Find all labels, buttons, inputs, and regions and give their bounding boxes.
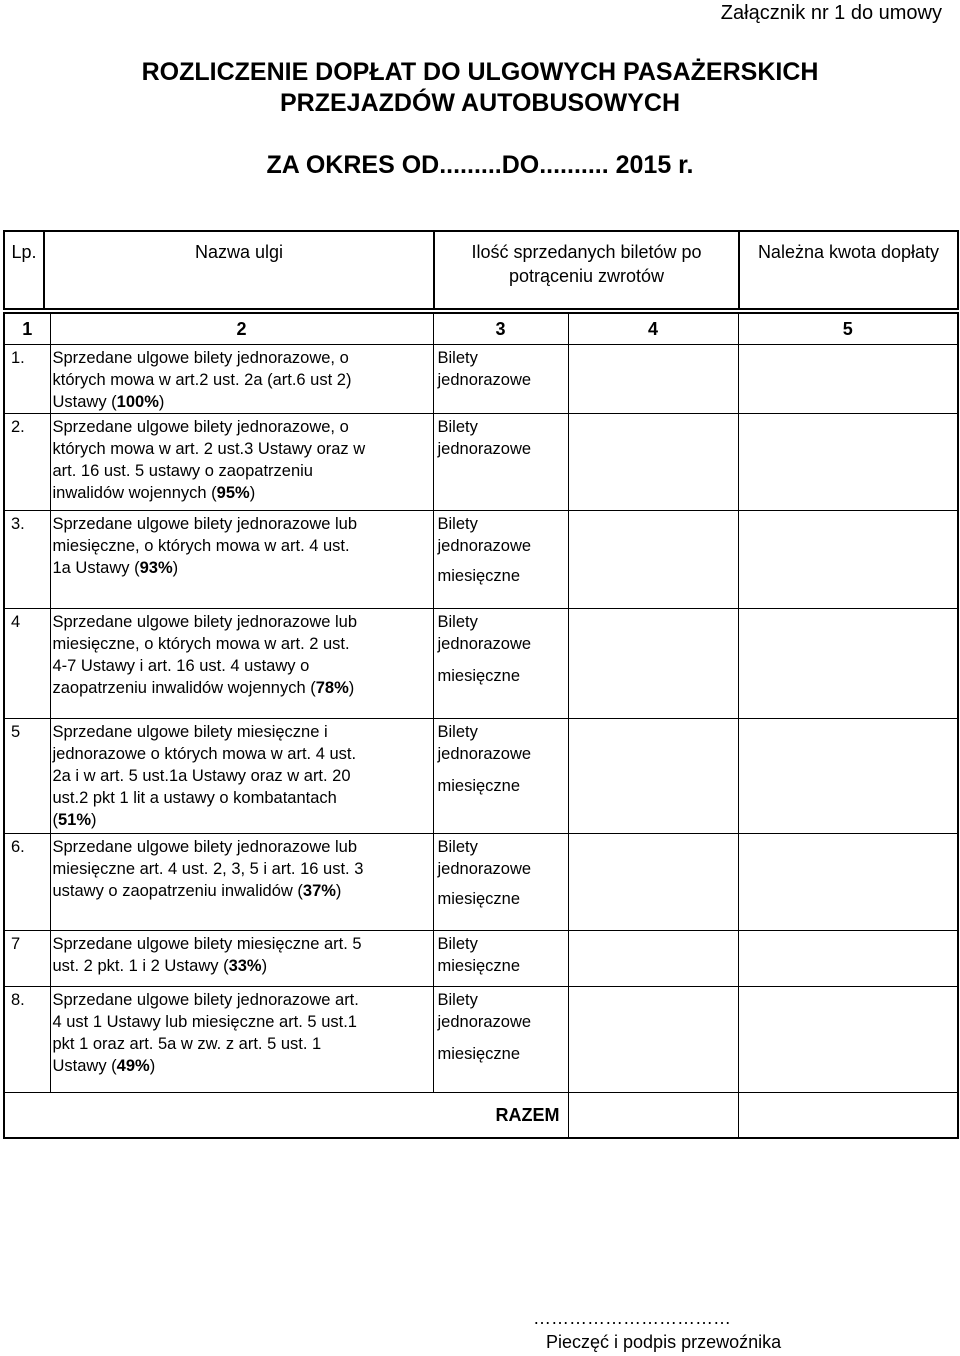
percentage: 95% (216, 484, 250, 502)
relief-name-line: (51%) (52, 811, 97, 829)
ticket-type-line: Bilety (437, 991, 478, 1009)
row-number: 6. (4, 834, 50, 931)
percentage: 37% (302, 882, 336, 900)
relief-name-line: 4 ust 1 Ustawy lub miesięczne art. 5 ust.1 (52, 1013, 357, 1031)
percentage: 78% (315, 679, 349, 697)
row-number: 1. (4, 345, 50, 414)
relief-name-line: 1a Ustawy (93%) (52, 559, 179, 577)
relief-name-line: 2a i w art. 5 ust.1a Ustawy oraz w art. 20 (52, 767, 351, 785)
relief-name-line: miesięczne art. 4 ust. 2, 3, 5 i art. 16 ust. 3 (52, 860, 364, 878)
relief-name-line: których mowa w art.2 ust. 2a (art.6 ust 2) (52, 371, 352, 389)
ticket-type-line: jednorazowe (437, 860, 532, 878)
ticket-type (433, 345, 568, 414)
ticket-count-cell[interactable] (568, 414, 738, 511)
ticket-type (433, 834, 568, 931)
row-number: 8. (4, 987, 50, 1093)
ticket-type-line: miesięczne (437, 1045, 521, 1063)
ticket-type (433, 719, 568, 834)
settlement-table (3, 312, 959, 1139)
ticket-count-cell[interactable] (568, 719, 738, 834)
ticket-type (433, 414, 568, 511)
relief-name-line: 4-7 Ustawy i art. 16 ust. 4 ustawy o (52, 657, 310, 675)
table-row (4, 345, 958, 414)
relief-name (50, 931, 433, 987)
header-name: Nazwa ulgi (44, 231, 434, 309)
relief-name-line: ustawy o zaopatrzeniu inwalidów (37%) (52, 882, 342, 900)
ticket-type-line: jednorazowe (437, 635, 532, 653)
percentage: 100% (116, 393, 159, 411)
amount-cell[interactable] (738, 511, 958, 609)
title-line-1: ROZLICZENIE DOPŁAT DO ULGOWYCH PASAŻERSKICH (141, 58, 819, 86)
ticket-type (433, 987, 568, 1093)
relief-name-line: Sprzedane ulgowe bilety jednorazowe, o (52, 349, 349, 367)
row-number: 2. (4, 414, 50, 511)
title-line-2: PRZEJAZDÓW AUTOBUSOWYCH (280, 89, 680, 117)
ticket-type-line: jednorazowe (437, 537, 532, 555)
ticket-count-cell[interactable] (568, 987, 738, 1093)
signature-dots: …………………………… (533, 1308, 731, 1328)
ticket-count-cell[interactable] (568, 834, 738, 931)
relief-name (50, 511, 433, 609)
ticket-type (433, 511, 568, 609)
relief-name-line: jednorazowe o których mowa w art. 4 ust. (52, 745, 357, 763)
ticket-type (433, 609, 568, 719)
row-number: 3. (4, 511, 50, 609)
header-amount: Należna kwota dopłaty (739, 231, 958, 309)
table-row (4, 931, 958, 987)
header-count-line-1: Ilość sprzedanych biletów po (471, 242, 702, 262)
ticket-type-line: miesięczne (437, 667, 521, 685)
relief-name-line: zaopatrzeniu inwalidów wojennych (78%) (52, 679, 355, 697)
table-body (4, 345, 958, 1093)
relief-name (50, 834, 433, 931)
relief-name-line: miesięczne, o których mowa w art. 2 ust. (52, 635, 350, 653)
relief-name-line: Sprzedane ulgowe bilety jednorazowe lub (52, 515, 358, 533)
period-line: ZA OKRES OD.........DO.......... 2015 r. (266, 151, 694, 179)
header-lp: Lp. (4, 231, 44, 309)
ticket-type-line: Bilety (437, 613, 478, 631)
relief-name-line: inwalidów wojennych (95%) (52, 484, 256, 502)
document-title (0, 57, 960, 119)
relief-name-line: Sprzedane ulgowe bilety jednorazowe, o (52, 418, 349, 436)
table-row (4, 609, 958, 719)
relief-name (50, 609, 433, 719)
relief-name-line: Ustawy (49%) (52, 1057, 156, 1075)
ticket-type-line: Bilety (437, 418, 478, 436)
ticket-type-line: Bilety (437, 935, 478, 953)
relief-name-line: Sprzedane ulgowe bilety jednorazowe lub (52, 838, 358, 856)
row-number: 7 (4, 931, 50, 987)
relief-name-line: Sprzedane ulgowe bilety jednorazowe lub (52, 613, 358, 631)
column-number: 2 (50, 313, 433, 345)
header-count (434, 231, 739, 309)
table-row (4, 834, 958, 931)
relief-name-line: miesięczne, o których mowa w art. 4 ust. (52, 537, 350, 555)
total-label: RAZEM (4, 1093, 568, 1139)
ticket-type-line: Bilety (437, 349, 478, 367)
total-count-cell[interactable] (568, 1093, 738, 1139)
table-row (4, 414, 958, 511)
amount-cell[interactable] (738, 834, 958, 931)
header-table (3, 230, 959, 310)
amount-cell[interactable] (738, 609, 958, 719)
amount-cell[interactable] (738, 987, 958, 1093)
relief-name-line: Sprzedane ulgowe bilety miesięczne art. 5 (52, 935, 362, 953)
ticket-type-line: jednorazowe (437, 745, 532, 763)
ticket-type-line: Bilety (437, 723, 478, 741)
total-row (4, 1093, 958, 1139)
total-amount-cell[interactable] (738, 1093, 958, 1139)
header-count-line-2: potrąceniu zwrotów (508, 266, 665, 286)
ticket-count-cell[interactable] (568, 931, 738, 987)
column-number: 3 (433, 313, 568, 345)
relief-name-line: art. 16 ust. 5 ustawy o zaopatrzeniu (52, 462, 313, 480)
amount-cell[interactable] (738, 414, 958, 511)
relief-name-line: Sprzedane ulgowe bilety jednorazowe art. (52, 991, 359, 1009)
relief-name-line: ust.2 pkt 1 lit a ustawy o kombatantach (52, 789, 337, 807)
table-row (4, 719, 958, 834)
ticket-count-cell[interactable] (568, 345, 738, 414)
relief-name (50, 719, 433, 834)
column-number: 5 (738, 313, 958, 345)
relief-name (50, 414, 433, 511)
relief-name-line: Ustawy (100%) (52, 393, 165, 411)
ticket-type-line: jednorazowe (437, 440, 532, 458)
relief-name-line: pkt 1 oraz art. 5a w zw. z art. 5 ust. 1 (52, 1035, 322, 1053)
relief-name (50, 987, 433, 1093)
ticket-type-line: Bilety (437, 515, 478, 533)
ticket-type (433, 931, 568, 987)
ticket-type-line: miesięczne (437, 890, 521, 908)
relief-name-line: Sprzedane ulgowe bilety miesięczne i (52, 723, 328, 741)
ticket-count-cell[interactable] (568, 609, 738, 719)
percentage: 51% (58, 811, 92, 829)
relief-name-line: ust. 2 pkt. 1 i 2 Ustawy (33%) (52, 957, 268, 975)
ticket-type-line: Bilety (437, 838, 478, 856)
amount-cell[interactable] (738, 931, 958, 987)
column-number: 1 (4, 313, 50, 345)
table-row (4, 511, 958, 609)
ticket-type-line: miesięczne (437, 777, 521, 795)
percentage: 93% (139, 559, 173, 577)
row-number: 4 (4, 609, 50, 719)
column-numbers-row (4, 313, 958, 345)
relief-name-line: których mowa w art. 2 ust.3 Ustawy oraz w (52, 440, 366, 458)
ticket-type-line: miesięczne (437, 957, 521, 975)
signature-label: Pieczęć i podpis przewoźnika (546, 1332, 782, 1352)
table-row (4, 987, 958, 1093)
ticket-type-line: jednorazowe (437, 371, 532, 389)
amount-cell[interactable] (738, 719, 958, 834)
annex-label: Załącznik nr 1 do umowy (720, 2, 942, 24)
ticket-count-cell[interactable] (568, 511, 738, 609)
ticket-type-line: jednorazowe (437, 1013, 532, 1031)
column-number: 4 (568, 313, 738, 345)
percentage: 49% (116, 1057, 150, 1075)
amount-cell[interactable] (738, 345, 958, 414)
row-number: 5 (4, 719, 50, 834)
relief-name (50, 345, 433, 414)
percentage: 33% (228, 957, 262, 975)
ticket-type-line: miesięczne (437, 567, 521, 585)
